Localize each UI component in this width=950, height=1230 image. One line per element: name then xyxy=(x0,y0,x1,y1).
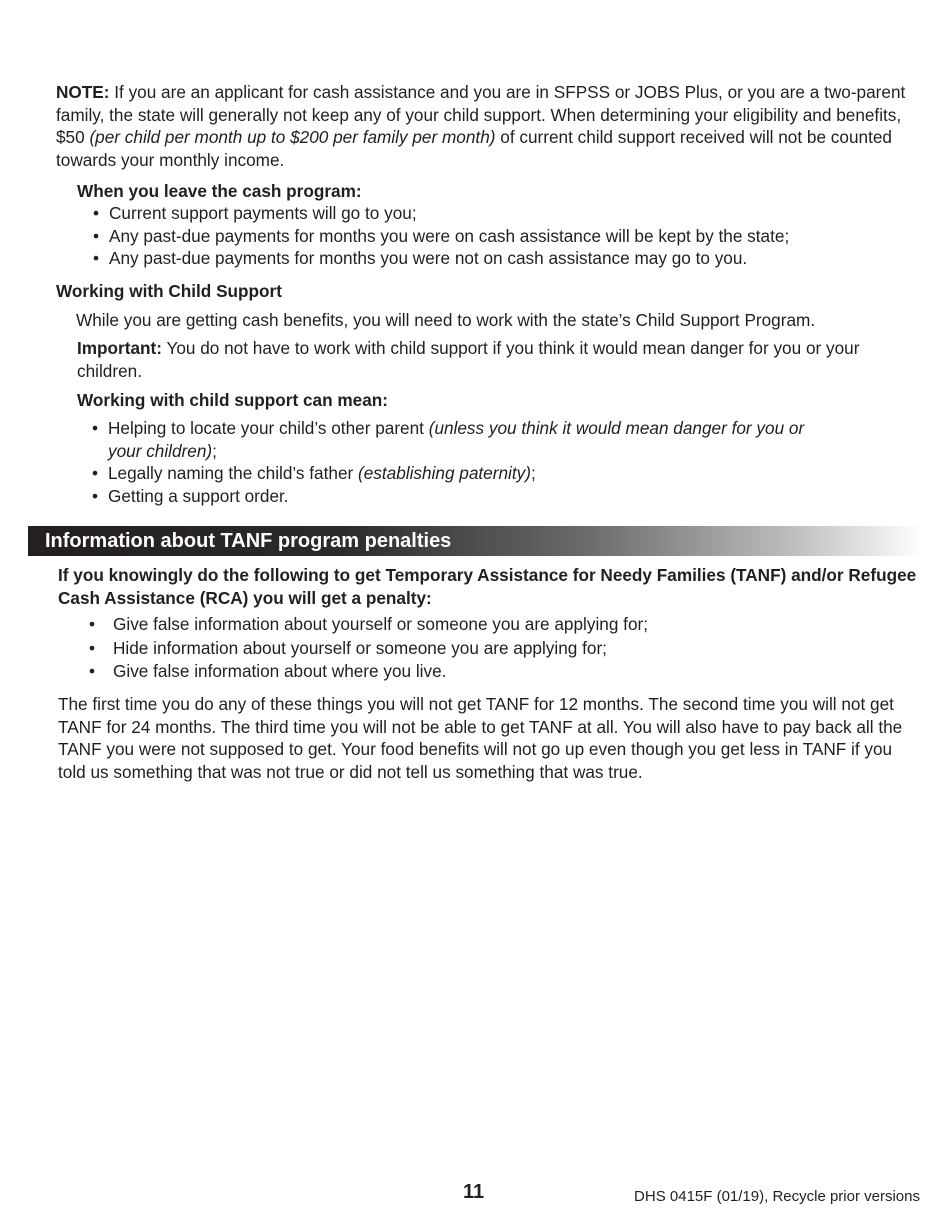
working-heading: Working with Child Support xyxy=(56,281,282,301)
leave-cash-list xyxy=(93,202,790,270)
note-text-2: of current child support received will not be counted towards your monthly income. xyxy=(56,127,892,170)
list-item-text: Any past-due payments for months you were not on cash assistance may go to you. xyxy=(109,248,748,268)
list-item: • Helping to locate your child’s other parent (unless you think it would mean danger for you or your children); xyxy=(92,418,805,461)
mean-list xyxy=(92,417,828,507)
list-item-text: Current support payments will go to you; xyxy=(109,203,417,223)
tanf-penalty-list xyxy=(89,613,649,683)
note-paragraph xyxy=(56,81,922,171)
list-item-italic: (unless you think it would mean danger for you or your children) xyxy=(108,418,805,461)
list-item: • Give false information about where you live. xyxy=(89,661,447,681)
mean-heading: Working with child support can mean: xyxy=(77,390,388,410)
list-item-end: ; xyxy=(212,440,217,461)
note-text-1: If you are an applicant for cash assistance and you are in SFPSS or JOBS Plus, or you are a two-parent family, the state will generally not keep any of your child support. When determining your eligibility and benefits, $50 xyxy=(56,82,906,147)
list-item: • Any past-due payments for months you were on cash assistance will be kept by the state; xyxy=(93,225,790,246)
form-id: DHS 0415F (01/19), Recycle prior versions xyxy=(634,1188,920,1205)
important-label: Important: xyxy=(77,338,162,358)
list-item: • Any past-due payments for months you were not on cash assistance may go to you. xyxy=(93,248,748,268)
tanf-lead: If you knowingly do the following to get Temporary Assistance for Needy Families (TANF) and/or Refugee Cash Assistance (RCA) you will get a penalty: xyxy=(58,565,917,608)
section-title: Information about TANF program penalties xyxy=(45,530,452,552)
list-item: • Current support payments will go to you; xyxy=(93,203,417,223)
list-item: • Legally naming the child’s father (establishing paternity); xyxy=(92,463,536,483)
list-item: • Getting a support order. xyxy=(92,485,289,506)
list-item: • Give false information about yourself or someone you are applying for; xyxy=(89,614,649,634)
tanf-body: The first time you do any of these things you will not get TANF for 12 months. The second time you will not get TANF for 24 months. The third time you will not be able to get TANF at all. You will also have to pay back all the TANF you were not supposed to get. Your food benefits will not go up even though you get less in TANF if you told us something that was not true or did not tell us something that was true. xyxy=(58,694,903,782)
list-item: • Hide information about yourself or someone you are applying for; xyxy=(89,637,607,658)
list-item-italic: (establishing paternity) xyxy=(358,463,531,483)
note-label: NOTE: xyxy=(56,82,110,102)
leave-cash-heading: When you leave the cash program: xyxy=(77,181,362,201)
list-item-text: Any past-due payments for months you were on cash assistance will be kept by the state; xyxy=(109,225,790,246)
list-item-text: Getting a support order. xyxy=(108,485,289,506)
list-item-text: Hide information about yourself or someone you are applying for; xyxy=(113,637,607,658)
note-italic: (per child per month up to $200 per family per month) xyxy=(89,127,496,147)
tanf-section-banner xyxy=(28,526,922,556)
list-item-text: Give false information about where you live. xyxy=(113,661,447,681)
important-text: You do not have to work with child support if you think it would mean danger for you or your children. xyxy=(77,338,860,381)
list-item-end: ; xyxy=(530,463,536,483)
working-intro: While you are getting cash benefits, you will need to work with the state’s Child Support Program. xyxy=(76,310,816,330)
important-paragraph xyxy=(77,337,907,382)
list-item-text: Legally naming the child’s father xyxy=(108,463,359,483)
page-number: 11 xyxy=(463,1181,485,1203)
list-item-text: Give false information about yourself or someone you are applying for; xyxy=(113,614,649,634)
list-item-text: Helping to locate your child’s other parent xyxy=(108,418,429,438)
